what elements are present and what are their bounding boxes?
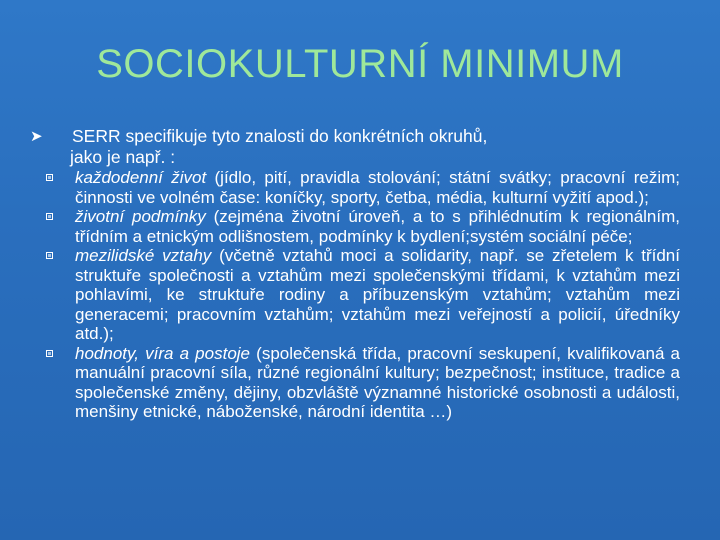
square-bullet-icon [46,174,53,181]
sub-item-term: mezilidské vztahy [75,246,212,265]
sub-item-text: (společenská třída, pracovní seskupení, kvalifikovaná a manuální pracovní síla, různé regionální kultury; bezpečnost; instituce, tradice a společenské změny, dějiny, obzvláště významné historické osobnosti a události, menšiny etnické, náboženské, národní identita …) [75,343,680,421]
square-bullet-icon [46,213,53,220]
slide-title: SOCIOKULTURNÍ MINIMUM [96,42,624,86]
main-bullet-item [30,126,680,422]
sub-item-values-beliefs [30,344,680,422]
sub-item-term: životní podmínky [75,207,206,226]
sub-item-everyday-life [30,168,680,207]
sub-bullet-list [30,168,680,422]
arrow-bullet-icon: ➤ [30,128,43,145]
intro-line-2: jako je např. : [70,147,176,167]
sub-item-term: hodnoty, víra a postoje [75,343,251,363]
main-bullet-text [72,126,680,168]
square-bullet-icon [46,252,53,259]
intro-line-1: SERR specifikuje tyto znalosti do konkrétních okruhů, [72,126,488,146]
sub-item-text: (jídlo, pití, pravidla stolování; státní svátky; pracovní režim; činnosti ve volném čase: koníčky, sporty, četba, média, kulturní vyžití apod.); [75,168,680,207]
sub-item-term: každodenní život [75,168,207,187]
square-bullet-icon [46,350,53,357]
sub-item-text: (včetně vztahů moci a solidarity, např. se zřetelem k třídní struktuře společnosti a vztahům mezi společenskými třídami, k vztahům mezi pohlavími, ke struktuře rodiny a příbuzenským vztahům; vztahům mezi generacemi; pracovním vztahům; vztahům mezi veřejností a policií, úředníky atd.); [75,246,680,343]
sub-item-text: (zejména životní úroveň, a to s přihlédnutím k regionálním, třídním a etnickým odlišnostem, podmínky k bydlení;systém sociální péče; [75,207,680,246]
sub-item-interpersonal-relations [30,246,680,344]
sub-item-living-conditions [30,207,680,246]
